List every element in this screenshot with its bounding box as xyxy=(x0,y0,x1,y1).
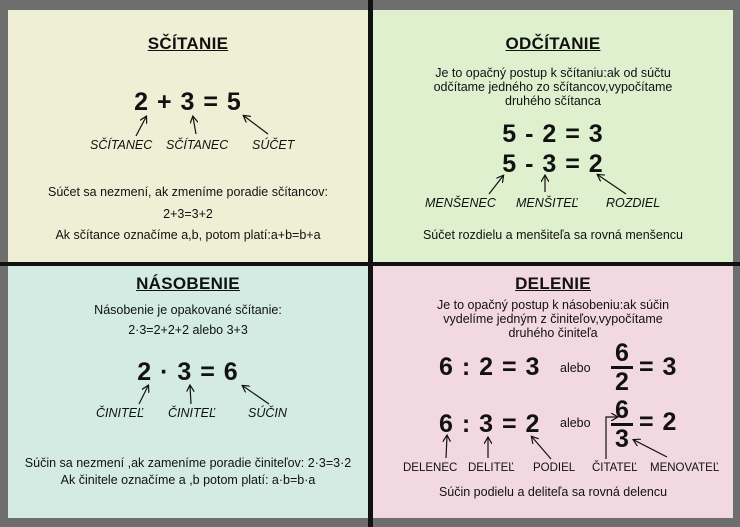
label-sucet: SÚČET xyxy=(252,138,295,152)
alebo-2: alebo xyxy=(560,416,591,430)
alebo-1: alebo xyxy=(560,361,591,375)
label-cinitel-1: ČINITEĽ xyxy=(96,406,144,420)
odcitanie-intro-2: odčítame jedného zo sčítancov,vypočítame xyxy=(433,80,673,94)
panel-nasobenie xyxy=(8,266,368,518)
label-rozdiel: ROZDIEL xyxy=(606,196,661,210)
nasobenie-text-1: Násobenie je opakované sčítanie: xyxy=(94,303,282,317)
fraction-1-denominator: 2 xyxy=(615,368,629,396)
scitanie-text-1: Súčet sa nezmení, ak zmeníme poradie sčítancov: xyxy=(48,185,328,199)
label-delenec: DELENEC xyxy=(403,462,458,474)
fraction-6-over-3 xyxy=(608,397,636,452)
scitanie-text-2: 2+3=3+2 xyxy=(163,207,213,221)
fraction-2-numerator: 6 xyxy=(615,396,629,424)
odcitanie-intro-1: Je to opačný postup k sčítaniu:ak od súčtu xyxy=(435,66,671,80)
scitanie-title: SČÍTANIE xyxy=(147,34,229,53)
fraction-2-denominator: 3 xyxy=(615,425,629,453)
label-citatel: ČITATEĽ xyxy=(592,462,638,474)
fraction-1-numerator: 6 xyxy=(615,339,629,367)
nasobenie-title: NÁSOBENIE xyxy=(136,274,240,293)
odcitanie-text-1: Súčet rozdielu a menšiteľa sa rovná menšencu xyxy=(422,228,684,242)
odcitanie-equation-1: 5 - 2 = 3 xyxy=(502,120,604,148)
fraction-1-result: = 3 xyxy=(639,353,678,381)
panel-delenie xyxy=(373,266,733,518)
label-mensenec: MENŠENEC xyxy=(425,196,496,210)
delenie-title: DELENIE xyxy=(515,274,591,293)
nasobenie-text-2: 2·3=2+2+2 alebo 3+3 xyxy=(128,323,248,337)
label-scitanec-2: SČÍTANEC xyxy=(166,138,229,152)
label-scitanec-1: SČÍTANEC xyxy=(90,138,153,152)
label-podiel: PODIEL xyxy=(533,462,576,474)
fraction-6-over-2 xyxy=(608,340,636,395)
scitanie-text-3: Ak sčítance označíme a,b, potom platí:a+b=b+a xyxy=(55,228,321,242)
label-menovatel: MENOVATEĽ xyxy=(650,462,720,474)
nasobenie-equation: 2 · 3 = 6 xyxy=(137,358,239,386)
delenie-intro-3: druhého činiteľa xyxy=(508,326,598,340)
delenie-intro-2: vydelíme jedným z činiteľov,vypočítame xyxy=(443,312,663,326)
label-mensitel: MENŠITEĽ xyxy=(516,196,579,210)
delenie-text-1: Súčin podielu a deliteľa sa rovná delencu xyxy=(438,485,668,499)
fraction-2-result: = 2 xyxy=(639,408,678,436)
panel-odcitanie xyxy=(373,10,733,262)
nasobenie-text-4: Ak činitele označíme a ,b potom platí: a·b=b·a xyxy=(60,473,316,487)
delenie-equation-2: 6 : 3 = 2 xyxy=(439,410,541,438)
panel-scitanie xyxy=(8,10,368,262)
nasobenie-text-3: Súčin sa nezmení ,ak zameníme poradie činiteľov: 2·3=3·2 xyxy=(24,456,352,470)
odcitanie-title: ODČÍTANIE xyxy=(505,34,601,53)
horizontal-divider xyxy=(0,262,740,266)
label-delitel: DELITEĽ xyxy=(468,462,515,474)
label-sucin: SÚČIN xyxy=(248,406,287,420)
delenie-intro-1: Je to opačný postup k násobeniu:ak súčin xyxy=(436,298,670,312)
odcitanie-intro-3: druhého sčítanca xyxy=(505,94,601,108)
odcitanie-equation-2: 5 - 3 = 2 xyxy=(502,150,604,178)
label-cinitel-2: ČINITEĽ xyxy=(168,406,216,420)
delenie-equation-1: 6 : 2 = 3 xyxy=(439,353,541,381)
scitanie-equation: 2 + 3 = 5 xyxy=(134,88,242,116)
